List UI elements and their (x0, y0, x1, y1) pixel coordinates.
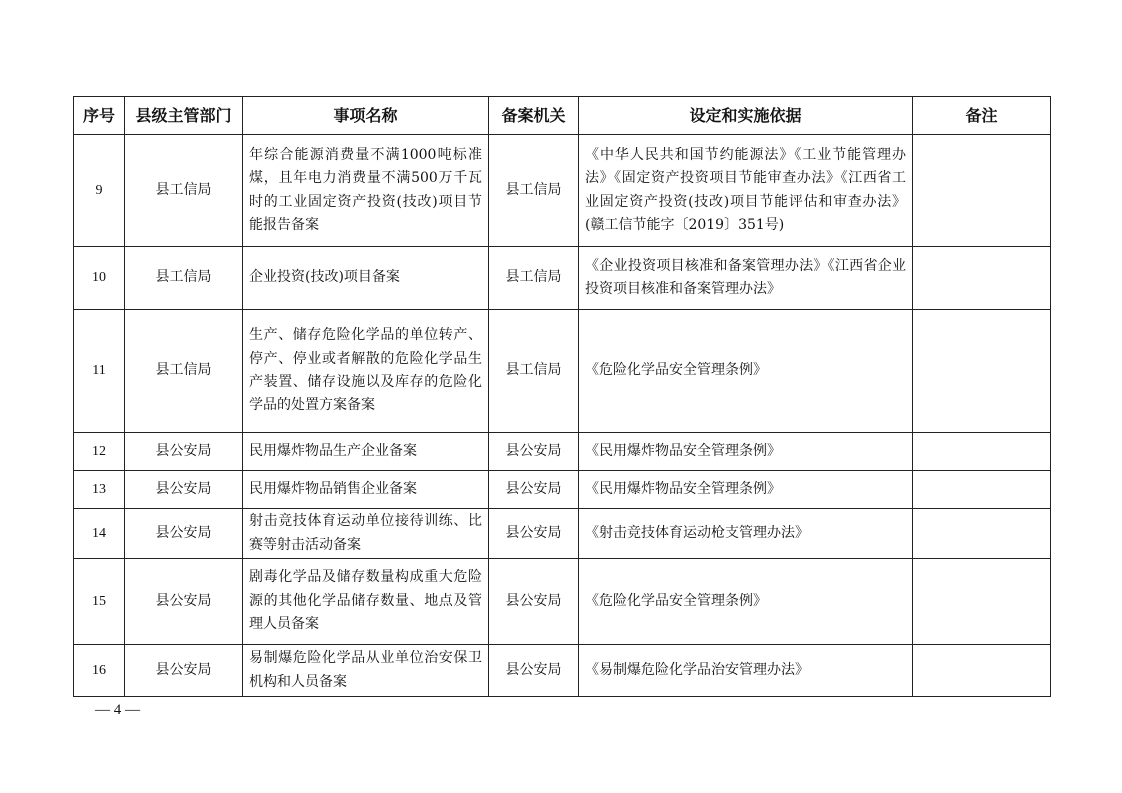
cell-department: 县公安局 (125, 471, 243, 509)
cell-serial-number: 9 (74, 135, 125, 247)
cell-department: 县工信局 (125, 247, 243, 310)
cell-item-name: 年综合能源消费量不满1000吨标准煤，且年电力消费量不满500万千瓦时的工业固定资产投资(技改)项目节能报告备案 (243, 135, 489, 247)
cell-serial-number: 10 (74, 247, 125, 310)
cell-item-name: 生产、储存危险化学品的单位转产、停产、停业或者解散的危险化学品生产装置、储存设施以及库存的危险化学品的处置方案备案 (243, 310, 489, 433)
cell-serial-number: 13 (74, 471, 125, 509)
header-item-name: 事项名称 (243, 97, 489, 135)
cell-filing-agency: 县工信局 (489, 310, 579, 433)
header-filing-agency: 备案机关 (489, 97, 579, 135)
table-row (74, 433, 1051, 471)
cell-filing-agency: 县工信局 (489, 135, 579, 247)
cell-remarks (913, 509, 1051, 559)
cell-filing-agency: 县公安局 (489, 509, 579, 559)
cell-serial-number: 15 (74, 559, 125, 645)
cell-remarks (913, 247, 1051, 310)
filing-items-table (73, 96, 1051, 697)
cell-filing-agency: 县公安局 (489, 559, 579, 645)
cell-legal-basis: 《易制爆危险化学品治安管理办法》 (579, 645, 913, 697)
cell-legal-basis: 《危险化学品安全管理条例》 (579, 559, 913, 645)
cell-remarks (913, 433, 1051, 471)
cell-legal-basis: 《危险化学品安全管理条例》 (579, 310, 913, 433)
cell-legal-basis: 《民用爆炸物品安全管理条例》 (579, 433, 913, 471)
header-remarks: 备注 (913, 97, 1051, 135)
cell-item-name: 企业投资(技改)项目备案 (243, 247, 489, 310)
cell-department: 县公安局 (125, 645, 243, 697)
header-legal-basis: 设定和实施依据 (579, 97, 913, 135)
cell-remarks (913, 645, 1051, 697)
cell-item-name: 民用爆炸物品销售企业备案 (243, 471, 489, 509)
table-row (74, 310, 1051, 433)
cell-serial-number: 12 (74, 433, 125, 471)
cell-filing-agency: 县公安局 (489, 645, 579, 697)
cell-filing-agency: 县工信局 (489, 247, 579, 310)
cell-department: 县工信局 (125, 135, 243, 247)
cell-filing-agency: 县公安局 (489, 433, 579, 471)
cell-filing-agency: 县公安局 (489, 471, 579, 509)
cell-remarks (913, 559, 1051, 645)
table-row (74, 135, 1051, 247)
table-row (74, 559, 1051, 645)
cell-legal-basis: 《企业投资项目核准和备案管理办法》《江西省企业投资项目核准和备案管理办法》 (579, 247, 913, 310)
cell-department: 县公安局 (125, 509, 243, 559)
cell-remarks (913, 471, 1051, 509)
cell-department: 县工信局 (125, 310, 243, 433)
cell-remarks (913, 310, 1051, 433)
cell-item-name: 民用爆炸物品生产企业备案 (243, 433, 489, 471)
table-row (74, 247, 1051, 310)
cell-remarks (913, 135, 1051, 247)
cell-department: 县公安局 (125, 433, 243, 471)
cell-legal-basis: 《民用爆炸物品安全管理条例》 (579, 471, 913, 509)
header-county-department: 县级主管部门 (125, 97, 243, 135)
cell-serial-number: 11 (74, 310, 125, 433)
cell-department: 县公安局 (125, 559, 243, 645)
table-row (74, 509, 1051, 559)
cell-serial-number: 16 (74, 645, 125, 697)
table-row (74, 645, 1051, 697)
cell-legal-basis: 《中华人民共和国节约能源法》《工业节能管理办法》《固定资产投资项目节能审查办法》《江西省工业固定资产投资(技改)项目节能评估和审查办法》(赣工信节能字〔2019〕351号) (579, 135, 913, 247)
table-row (74, 471, 1051, 509)
cell-legal-basis: 《射击竞技体育运动枪支管理办法》 (579, 509, 913, 559)
cell-item-name: 剧毒化学品及储存数量构成重大危险源的其他化学品储存数量、地点及管理人员备案 (243, 559, 489, 645)
cell-serial-number: 14 (74, 509, 125, 559)
cell-item-name: 易制爆危险化学品从业单位治安保卫机构和人员备案 (243, 645, 489, 697)
table-header-row (74, 97, 1051, 135)
cell-item-name: 射击竞技体育运动单位接待训练、比赛等射击活动备案 (243, 509, 489, 559)
page-number: — 4 — (95, 702, 140, 718)
header-serial-number: 序号 (74, 97, 125, 135)
